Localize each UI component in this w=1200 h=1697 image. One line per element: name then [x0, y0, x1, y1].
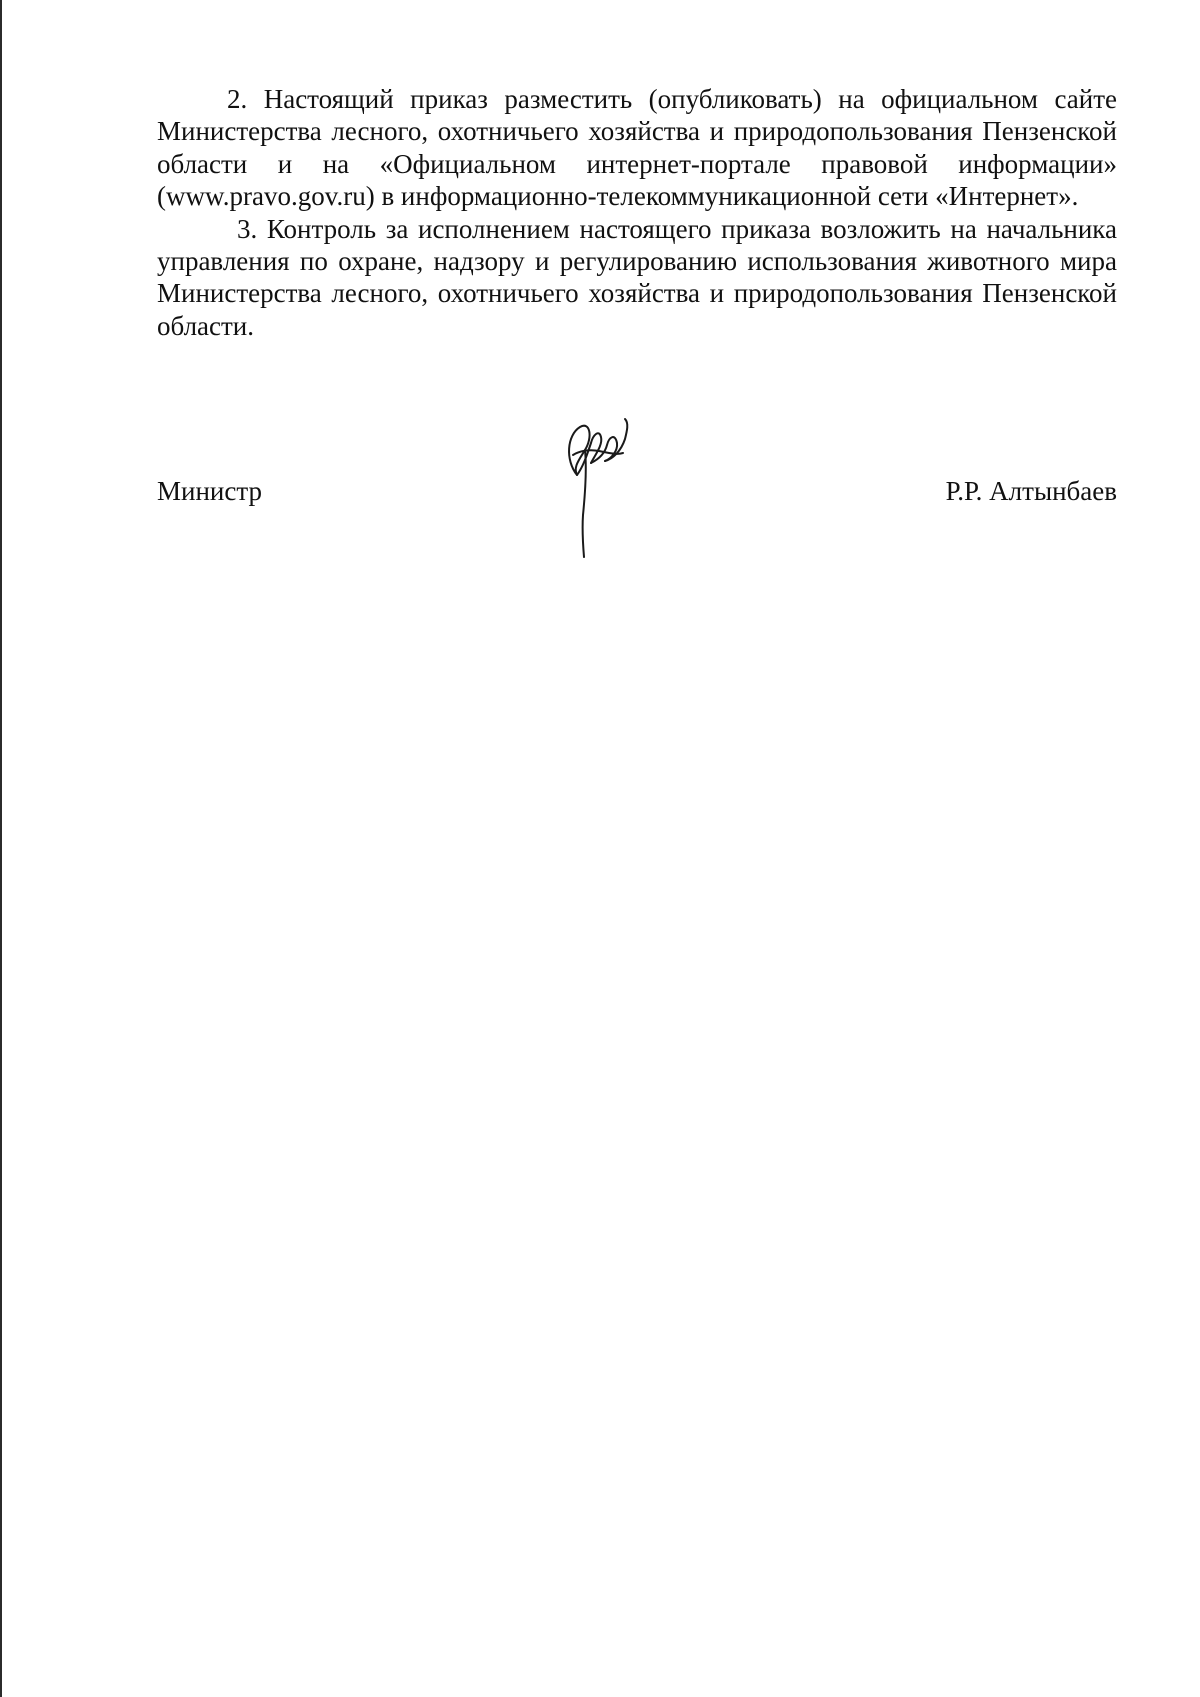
- paragraph-item-2: 2. Настоящий приказ разместить (опубликовать) на официальном сайте Министерства лесного, охотничьего хозяйства и природопользования Пензенской области и на «Официальном интернет-портале правовой информации» (www.pravo.gov.ru) в информационно-телекоммуникационной сети «Интернет».: [157, 84, 1117, 212]
- paragraph-item-3: 3. Контроль за исполнением настоящего приказа возложить на начальника управления по охране, надзору и регулированию использования животного мира Министерства лесного, охотничьего хозяйства и природопользования Пензенской области.: [157, 213, 1117, 341]
- signatory-name: Р.Р. Алтынбаев: [945, 476, 1117, 506]
- handwritten-signature: [555, 415, 645, 560]
- signatory-title: Министр: [157, 476, 262, 506]
- document-body: [157, 83, 1117, 342]
- scan-edge-line: [0, 0, 2, 1697]
